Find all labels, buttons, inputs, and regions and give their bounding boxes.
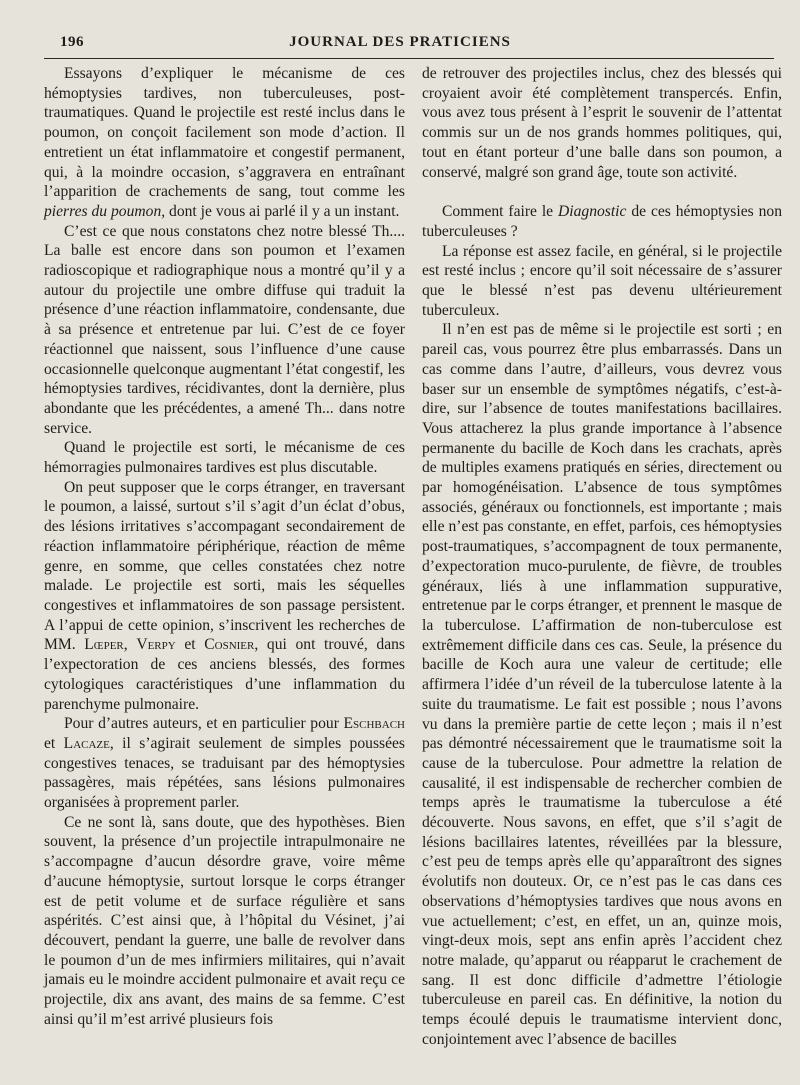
paragraph: Il n’en est pas de même si le projectile est sorti ; en pareil cas, vous pourrez être plus embarrassés. Dans un cas comme dans l’autre, d’ailleurs, vous devrez vous baser sur un ensemble de symptômes négatifs, c’est-à-dire, sur l’absence de toutes manifestations bacillaires. Vous attacherez la plus grande importance à l’absence permanente du bacille de Koch dans les crachats, après de multiples examens pratiqués en séries, directement ou par homogénéisation. L’absence de tous symptômes associés, généraux ou fonctionnels, est importante ; mais elle n’est pas constante, en effet, parfois, ces hémoptysies post-traumatiques, s’accompagnent de toux permanente, d’expectoration muco-purulente, de fièvre, de troubles généraux, liés à une inflammation suppurative, entretenue par le corps étranger, et prennent le masque de la tuberculose. L’affirmation de non-tuberculose est extrêmement difficile dans ces cas. Seule, la présence du bacille de Koch aura une valeur de certitude; elle affirmera l’idée d’un réveil de la tuberculose latente à la suite du traumatisme. Le fait est possible ; nous l’avons vu dans la première partie de cette leçon ; mais il n’est pas démontré nécessairement que le traumatisme soit la cause de la tuberculose. Pour admettre la relation de causalité, il est indispensable de rechercher combien de temps après le traumatisme la tuberculose a été découverte. Nous savons, en effet, que s’il s’agit de lésions bacillaires latentes, réveillées par la blessure, c’est peu de temps après elle qu’apparaîtront des signes évolutifs non douteux. Or, ce n’est pas le cas dans ces observations d’hémoptysies tardives que nous avons en vue actuellement; c’est, en effet, un an, quinze mois, vingt-deux mois, sept ans enfin après l’accident chez notre malade, qu’apparut ou réapparut le crachement de sang. Il est donc difficile d’admettre l’étiologie tuberculeuse en pareil cas. En définitive, la notion du temps écoulé depuis le traumatisme intervient donc, conjointement avec l’absence de bacilles <box>422 321 782 1048</box>
section-keyword: Diagnostic <box>558 203 627 221</box>
author-name: Verpy <box>136 636 176 654</box>
paragraph: Ce ne sont là, sans doute, que des hypothèses. Bien souvent, la présence d’un projectile intrapulmonaire ne s’accompagne d’aucun désordre grave, voire même d’aucune hémoptysie, surtout lorsque le corps étranger est de petit volume et de surface régulière et sans aspérités. C’est ainsi que, à l’hôpital du Vésinet, j’ai découvert, pendant la guerre, une balle de revolver dans le poumon d’un de mes infirmiers militaires, qui n’avait jamais eu le moindre accident pulmonaire et avait reçu ce projectile, dix ans avant, des mains de sa femme. C’est ainsi qu’il m’est arrivé plusieurs fois <box>44 813 405 1028</box>
page-number: 196 <box>60 34 84 50</box>
paragraph: Quand le projectile est sorti, le mécanisme de ces hémorragies pulmonaires tardives est plus discutable. <box>44 439 405 477</box>
left-column <box>44 64 405 1029</box>
section-gap <box>422 182 782 202</box>
author-name: Cosnier <box>204 636 255 654</box>
paragraph: Essayons d’expliquer le mécanisme de ces hémoptysies tardives, non tuberculeuses, post-traumatiques. Quand le projectile est resté inclus dans le poumon, on conçoit facilement son mode d’action. Il entretient un état inflammatoire et congestif permanent, qui, à la moindre occasion, s’aggravera en entraînant l’apparition de crachements de sang, tout comme les pierres du poumon, dont je vous ai parlé il y a un instant. <box>44 65 405 220</box>
paragraph: On peut supposer que le corps étranger, en traversant le poumon, a laissé, surtout s’il s’agit d’un éclat d’obus, des lésions irritatives s’accompagant secondairement de réaction inflammatoire périphérique, réaction de même genre, en somme, que celles constatées chez notre malade. Le projectile est sorti, mais les séquelles congestives et inflammatoires de son passage persistent. A l’appui de cette opinion, s’inscrivent les recherches de MM. Lœper, Verpy et Cosnier, qui ont trouvé, dans l’expectoration de ces anciens blessés, des formes cytologiques caractéristiques d’une inflammation du parenchyme pulmonaire. <box>44 478 405 713</box>
paragraph: La réponse est assez facile, en général, si le projectile est resté inclus ; encore qu’il soit nécessaire de s’assurer que le blessé n’est pas devenu ultérieurement tuberculeux. <box>422 242 782 319</box>
page-header <box>0 34 800 58</box>
header-rule <box>44 58 774 59</box>
paragraph: C’est ce que nous constatons chez notre blessé Th.... La balle est encore dans son poumon et l’examen radioscopique et radiographique nous a montré qu’il y a autour du projectile une ombre diffuse qui traduit la présence d’une réaction inflammatoire, condensante, due à sa présence et entretenue par lui. C’est de ce foyer réactionnel que naissent, sous l’influence d’une cause occasionnelle quelconque augmentant l’état congestif, les hémoptysies tardives, récidivantes, dont la dernière, plus abondante que les précédentes, a amené Th... dans notre service. <box>44 222 405 437</box>
right-column <box>422 64 782 1049</box>
paragraph: Comment faire le Diagnostic de ces hémoptysies non tuberculeuses ? <box>422 203 782 240</box>
paragraph: de retrouver des projectiles inclus, chez des blessés qui croyaient avoir été complètement transpercés. Enfin, vous avez tous présent à l’esprit le souvenir de l’attentat commis sur un de nos grands hommes politiques, qui, tout en étant porteur d’une balle dans son poumon, a conservé, malgré son grand âge, toute son activité. <box>422 65 782 181</box>
journal-title: JOURNAL DES PRATICIENS <box>289 34 511 50</box>
author-name: Lacaze <box>63 734 110 752</box>
author-name: Lœper <box>84 636 124 654</box>
paragraph: Pour d’autres auteurs, et en particulier pour Eschbach et Lacaze, il s’agirait seulement de simples poussées congestives tenaces, se traduisant par des hémoptysies passagères, mais répétées, sans lésions pulmonaires organisées à proprement parler. <box>44 715 405 812</box>
author-name: Eschbach <box>343 715 405 733</box>
